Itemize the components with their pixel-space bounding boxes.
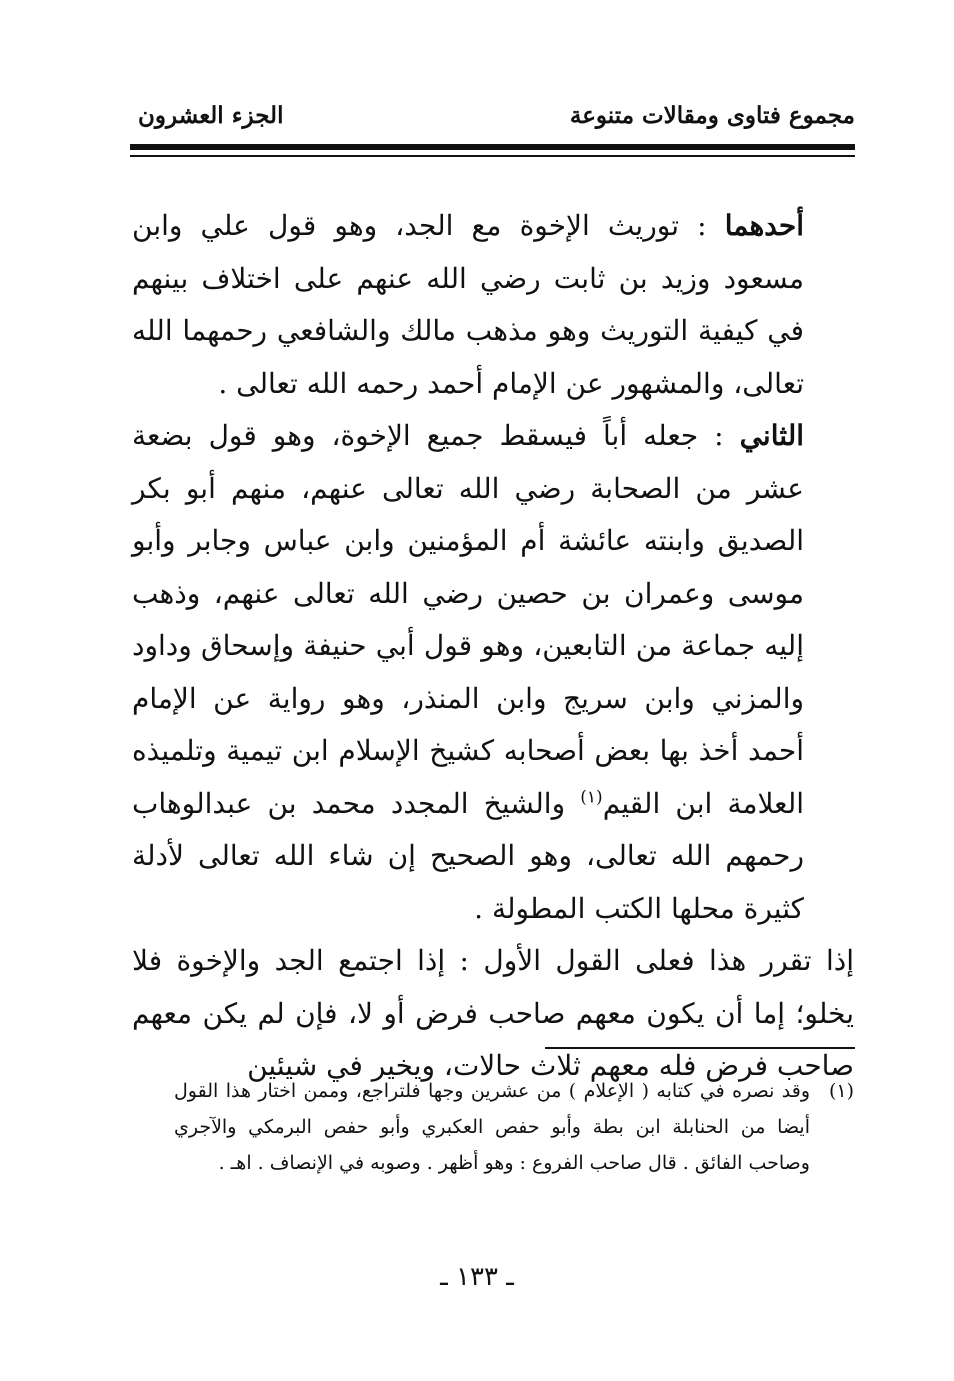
footnote-number: (١) bbox=[828, 1080, 854, 1102]
paragraph-lead: الثاني bbox=[739, 419, 804, 452]
footnote-item bbox=[132, 1073, 854, 1181]
footnotes bbox=[132, 1073, 854, 1181]
paragraph-second-opinion bbox=[132, 410, 854, 935]
book-title: مجموع فتاوى ومقالات متنوعة bbox=[569, 102, 855, 129]
paragraph-text: إذا تقرر هذا فعلى القول الأول : إذا اجتمع الجد والإخوة فلا يخلو؛ إما أن يكون معهم صاحب فرض أو لا، فإن لم يكن معهم صاحب فرض فله معهم ثلاث حالات، ويخير في شيئين bbox=[132, 944, 854, 1082]
paragraph-first-opinion bbox=[132, 200, 854, 410]
paragraph-text: : توريث الإخوة مع الجد، وهو قول علي وابن مسعود وزيد بن ثابت رضي الله عنهم على اختلاف بينهم في كيفية التوريث وهو مذهب مالك والشافعي رحمهما الله تعالى، والمشهور عن الإمام أحمد رحمه الله تعالى . bbox=[132, 209, 804, 400]
footnote-text: وقد نصره في كتابه ( الإعلام ) من عشرين وجها فلتراجع، وممن اختار هذا القول أيضا من الحنابلة ابن بطة وأبو حفص العكبري وأبو حفص البرمكي والآجري وصاحب الفائق . قال صاحب الفروع : وهو أظهر . وصوبه في الإنصاف . اهـ . bbox=[174, 1080, 810, 1174]
header-rule-thick bbox=[130, 144, 855, 150]
header-rule-thin bbox=[130, 155, 855, 157]
paragraph-lead: أحدهما bbox=[724, 209, 804, 242]
paragraph-text: : جعله أباً فيسقط جميع الإخوة، وهو قول بضعة عشر من الصحابة رضي الله تعالى عنهم، منهم أبو بكر الصديق وابنته عائشة أم المؤمنين وابن عباس وجابر وأبو موسى وعمران بن حصين رضي الله تعالى عنهم، وذهب إليه جماعة من التابعين، وهو قول أبي حنيفة وإسحاق وداود والمزني وابن سريج وابن المنذر، وهو رواية عن الإمام أحمد أخذ بها بعض أصحابه كشيخ الإسلام ابن تيمية وتلميذه العلامة ابن القيم bbox=[132, 419, 804, 820]
page-number: ـ ١٣٣ ـ bbox=[440, 1262, 514, 1292]
paragraph-text: والشيخ المجدد محمد بن عبدالوهاب رحمهم الله تعالى، وهو الصحيح إن شاء الله تعالى لأدلة كثيرة محلها الكتب المطولة . bbox=[132, 786, 804, 925]
footnote-reference[interactable]: (١) bbox=[580, 787, 603, 808]
part-label: الجزء العشرون bbox=[138, 102, 284, 129]
footnote-separator bbox=[545, 1047, 855, 1049]
paragraph-conclusion bbox=[132, 935, 854, 1093]
running-header bbox=[130, 96, 855, 140]
main-text bbox=[132, 200, 854, 1093]
